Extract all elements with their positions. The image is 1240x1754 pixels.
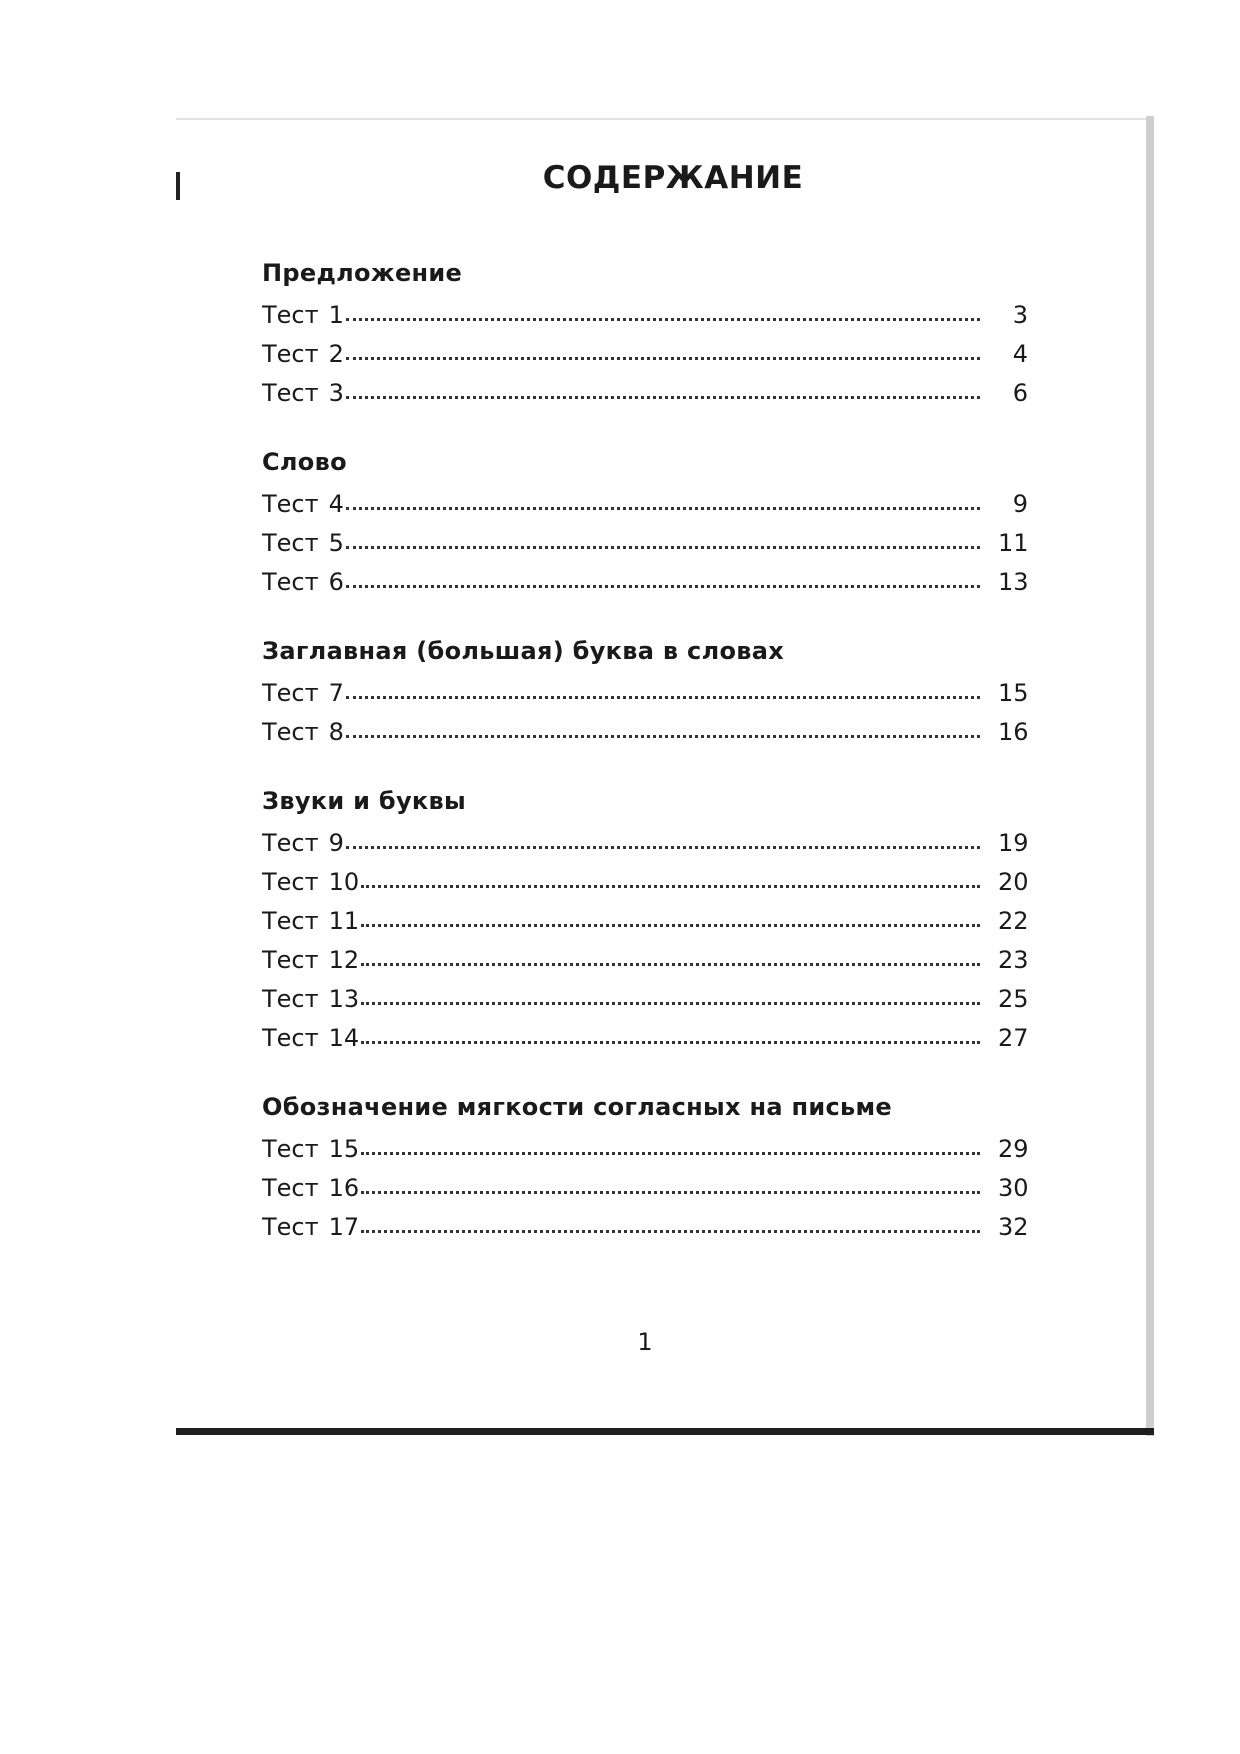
toc-entry[interactable] xyxy=(258,340,1028,379)
page-title: СОДЕРЖАНИЕ xyxy=(542,160,804,196)
toc-section xyxy=(258,259,1028,418)
sheet-right-edge xyxy=(1146,116,1154,1436)
toc-entry[interactable] xyxy=(258,529,1028,568)
entry-label: Тест xyxy=(262,379,319,407)
toc-entry[interactable] xyxy=(258,985,1028,1024)
entry-number: 9 xyxy=(328,829,344,857)
entry-number: 10 xyxy=(328,868,360,896)
dot-leader xyxy=(361,881,980,888)
entry-number: 15 xyxy=(328,1135,360,1163)
entry-page-number: 25 xyxy=(998,985,1029,1013)
entry-number: 5 xyxy=(328,529,344,557)
dot-leader xyxy=(346,392,980,399)
entry-label: Тест xyxy=(262,985,319,1013)
entry-label: Тест xyxy=(262,868,319,896)
section-heading: Заглавная (большая) буква в словах xyxy=(262,637,785,665)
dot-leader xyxy=(361,1187,980,1194)
entry-number: 6 xyxy=(328,568,344,596)
dot-leader xyxy=(346,692,980,699)
section-heading: Слово xyxy=(262,448,347,476)
entry-page-number: 20 xyxy=(998,868,1029,896)
entry-number: 16 xyxy=(328,1174,360,1202)
entry-page-number: 11 xyxy=(998,529,1029,557)
dot-leader xyxy=(346,314,980,321)
dot-leader xyxy=(346,842,980,849)
entry-number: 11 xyxy=(328,907,360,935)
table-of-contents xyxy=(258,160,1028,1282)
entry-page-number: 30 xyxy=(998,1174,1029,1202)
dot-leader xyxy=(361,1037,980,1044)
toc-entry[interactable] xyxy=(258,946,1028,985)
entry-label: Тест xyxy=(262,301,319,329)
entry-label: Тест xyxy=(262,1174,319,1202)
entry-label: Тест xyxy=(262,340,319,368)
entry-page-number: 29 xyxy=(998,1135,1029,1163)
entry-page-number: 6 xyxy=(1012,379,1028,407)
dot-leader xyxy=(361,1148,980,1155)
entry-page-number: 27 xyxy=(998,1024,1029,1052)
toc-entry[interactable] xyxy=(258,568,1028,607)
sheet-bottom-edge xyxy=(176,1428,1154,1435)
entry-label: Тест xyxy=(262,1213,319,1241)
toc-sections xyxy=(258,259,1028,1252)
entry-label: Тест xyxy=(262,1024,319,1052)
entry-number: 12 xyxy=(328,946,360,974)
toc-section xyxy=(258,787,1028,1063)
entry-number: 4 xyxy=(328,490,344,518)
entry-number: 1 xyxy=(328,301,344,329)
entry-label: Тест xyxy=(262,718,319,746)
entry-number: 2 xyxy=(328,340,344,368)
toc-entry[interactable] xyxy=(258,1174,1028,1213)
entry-number: 7 xyxy=(328,679,344,707)
entry-page-number: 13 xyxy=(998,568,1029,596)
entry-label: Тест xyxy=(262,568,319,596)
entry-page-number: 16 xyxy=(998,718,1029,746)
toc-entry[interactable] xyxy=(258,1213,1028,1252)
entry-page-number: 22 xyxy=(998,907,1029,935)
entry-number: 17 xyxy=(328,1213,360,1241)
section-heading: Звуки и буквы xyxy=(262,787,466,815)
entry-number: 8 xyxy=(328,718,344,746)
entry-page-number: 19 xyxy=(998,829,1029,857)
entry-number: 14 xyxy=(328,1024,360,1052)
dot-leader xyxy=(346,503,980,510)
dot-leader xyxy=(361,998,980,1005)
entry-page-number: 9 xyxy=(1012,490,1028,518)
toc-entry[interactable] xyxy=(258,1024,1028,1063)
entry-label: Тест xyxy=(262,529,319,557)
dot-leader xyxy=(346,731,980,738)
entry-page-number: 23 xyxy=(998,946,1029,974)
entry-page-number: 32 xyxy=(998,1213,1029,1241)
section-heading: Предложение xyxy=(262,259,463,287)
toc-entry[interactable] xyxy=(258,1135,1028,1174)
entry-page-number: 4 xyxy=(1012,340,1028,368)
dot-leader xyxy=(346,353,980,360)
toc-entry[interactable] xyxy=(258,718,1028,757)
binding-mark xyxy=(176,172,180,200)
entry-label: Тест xyxy=(262,679,319,707)
toc-entry[interactable] xyxy=(258,907,1028,946)
entry-label: Тест xyxy=(262,946,319,974)
dot-leader xyxy=(361,959,980,966)
toc-entry[interactable] xyxy=(258,829,1028,868)
entry-label: Тест xyxy=(262,829,319,857)
entry-number: 3 xyxy=(328,379,344,407)
dot-leader xyxy=(346,581,980,588)
toc-entry[interactable] xyxy=(258,868,1028,907)
toc-section xyxy=(258,1093,1028,1252)
toc-entry[interactable] xyxy=(258,379,1028,418)
entry-page-number: 3 xyxy=(1012,301,1028,329)
section-heading: Обозначение мягкости согласных на письме xyxy=(262,1093,893,1121)
sheet-top-edge xyxy=(176,118,1146,120)
page-number: 1 xyxy=(637,1328,653,1356)
toc-entry[interactable] xyxy=(258,679,1028,718)
dot-leader xyxy=(361,1226,980,1233)
toc-section xyxy=(258,637,1028,757)
toc-entry[interactable] xyxy=(258,301,1028,340)
toc-section xyxy=(258,448,1028,607)
entry-page-number: 15 xyxy=(998,679,1029,707)
dot-leader xyxy=(361,920,980,927)
dot-leader xyxy=(346,542,980,549)
entry-label: Тест xyxy=(262,490,319,518)
entry-label: Тест xyxy=(262,1135,319,1163)
toc-entry[interactable] xyxy=(258,490,1028,529)
entry-number: 13 xyxy=(328,985,360,1013)
entry-label: Тест xyxy=(262,907,319,935)
